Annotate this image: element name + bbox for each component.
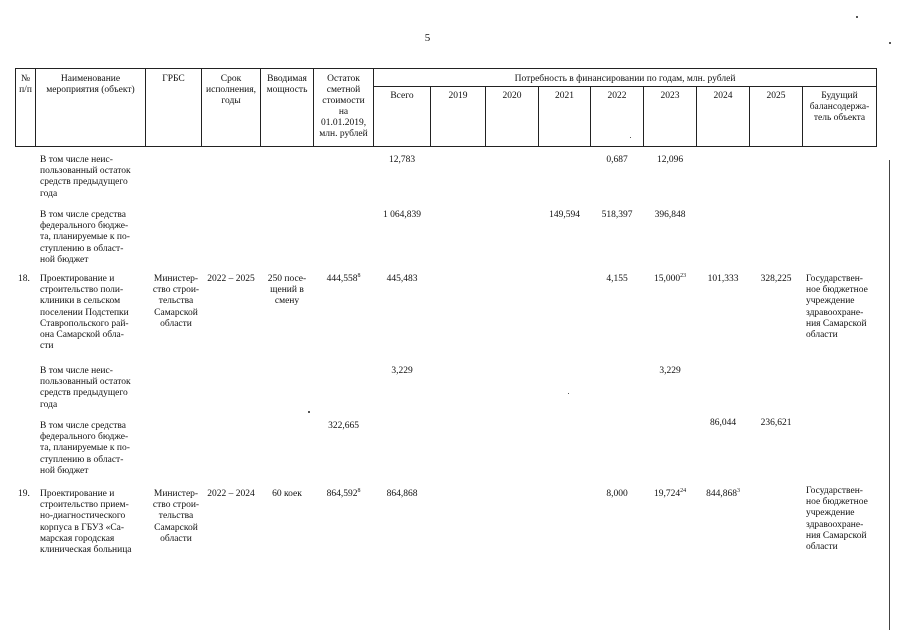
row-term: 2022 – 2024 [207, 489, 255, 499]
header-grbs: ГРБС [145, 68, 202, 147]
row-2023: 15,000$^{23}$ [653, 272, 687, 284]
row-remaining: 864,592$^8$ [326, 487, 361, 499]
row-2023: 19,724$^{24}$ [653, 487, 687, 499]
row-total: 12,783 [388, 155, 416, 165]
scan-edge-line [889, 160, 890, 630]
row-2024: 844,868$^3$ [706, 487, 740, 499]
scan-speck [308, 411, 310, 413]
row-remaining: 322,665 [328, 421, 359, 431]
header-financing-group: Потребность в финансировании по годам, млн. рублей [373, 68, 877, 87]
scan-speck [568, 393, 569, 394]
row-name: В том числе неис- пользованный остаток средств предыдущего года [40, 155, 131, 199]
row-2022: 0,687 [606, 155, 628, 165]
row-total: 1 064,839 [383, 210, 421, 220]
row-grbs: Министер- ство строи- тельства Самарской области [152, 274, 200, 329]
row-name: В том числе средства федерального бюдже- та, планируемые к по- ступлению в област- ной бюджет [40, 421, 130, 476]
row-total: 445,483 [386, 274, 418, 284]
row-2022: 518,397 [601, 210, 633, 220]
row-holder: Государствен- ное бюджетное учреждение здравоохране- ния Самарской области [806, 486, 868, 553]
header-term: Срок исполнения, годы [201, 68, 261, 147]
row-capacity: 250 посе- щений в смену [267, 274, 307, 307]
row-2025: 328,225 [760, 274, 792, 284]
header-year-2022: 2022 [590, 86, 644, 147]
row-2022: 4,155 [606, 274, 628, 284]
row-name: Проектирование и строительство прием- но-диагностического корпуса в ГБУЗ «Са- марская городская клиническая больница [40, 489, 132, 556]
row-2024: 86,044 [709, 418, 737, 428]
header-holder: Будущий балансодержа- тель объекта [802, 86, 877, 147]
header-year-2023: 2023 [643, 86, 697, 147]
header-year-2024: 2024 [696, 86, 750, 147]
row-number: 18. [18, 274, 30, 284]
header-year-2020: 2020 [485, 86, 539, 147]
row-2023: 396,848 [654, 210, 686, 220]
row-2023: 12,096 [656, 155, 684, 165]
header-capacity: Вводимая мощность [260, 68, 314, 147]
row-2024: 101,333 [707, 274, 739, 284]
row-name: Проектирование и строительство поли- клиники в сельском поселении Подстепки Ставропольского рай- она Самарской обла- сти [40, 274, 129, 352]
header-total: Всего [373, 86, 431, 147]
row-total: 864,868 [386, 489, 418, 499]
row-name: В том числе неис- пользованный остаток средств предыдущего года [40, 366, 131, 410]
row-2023: 3,229 [659, 366, 681, 376]
header-no: № п/п [15, 68, 36, 147]
page-number: 5 [424, 32, 431, 44]
row-2022: 8,000 [606, 489, 628, 499]
scan-speck [630, 137, 631, 138]
row-capacity: 60 коек [272, 489, 302, 499]
row-term: 2022 – 2025 [207, 274, 255, 284]
row-name: В том числе средства федерального бюдже- та, планируемые к по- ступлению в област- ной бюджет [40, 210, 130, 265]
row-remaining: 444,558$^8$ [326, 272, 361, 284]
row-holder: Государствен- ное бюджетное учреждение здравоохране- ния Самарской области [806, 274, 868, 341]
row-2025: 236,621 [760, 418, 792, 428]
header-name: Наименование мероприятия (объект) [35, 68, 146, 147]
row-number: 19. [18, 489, 30, 499]
header-remaining: Остаток сметной стоимости на 01.01.2019, млн. рублей [313, 68, 374, 147]
header-year-2021: 2021 [538, 86, 591, 147]
row-total: 3,229 [391, 366, 413, 376]
row-grbs: Министер- ство строи- тельства Самарской области [152, 489, 200, 544]
header-year-2019: 2019 [430, 86, 486, 147]
scan-speck [889, 42, 891, 44]
row-2021: 149,594 [549, 210, 580, 220]
header-year-2025: 2025 [749, 86, 803, 147]
scan-speck [856, 16, 858, 18]
